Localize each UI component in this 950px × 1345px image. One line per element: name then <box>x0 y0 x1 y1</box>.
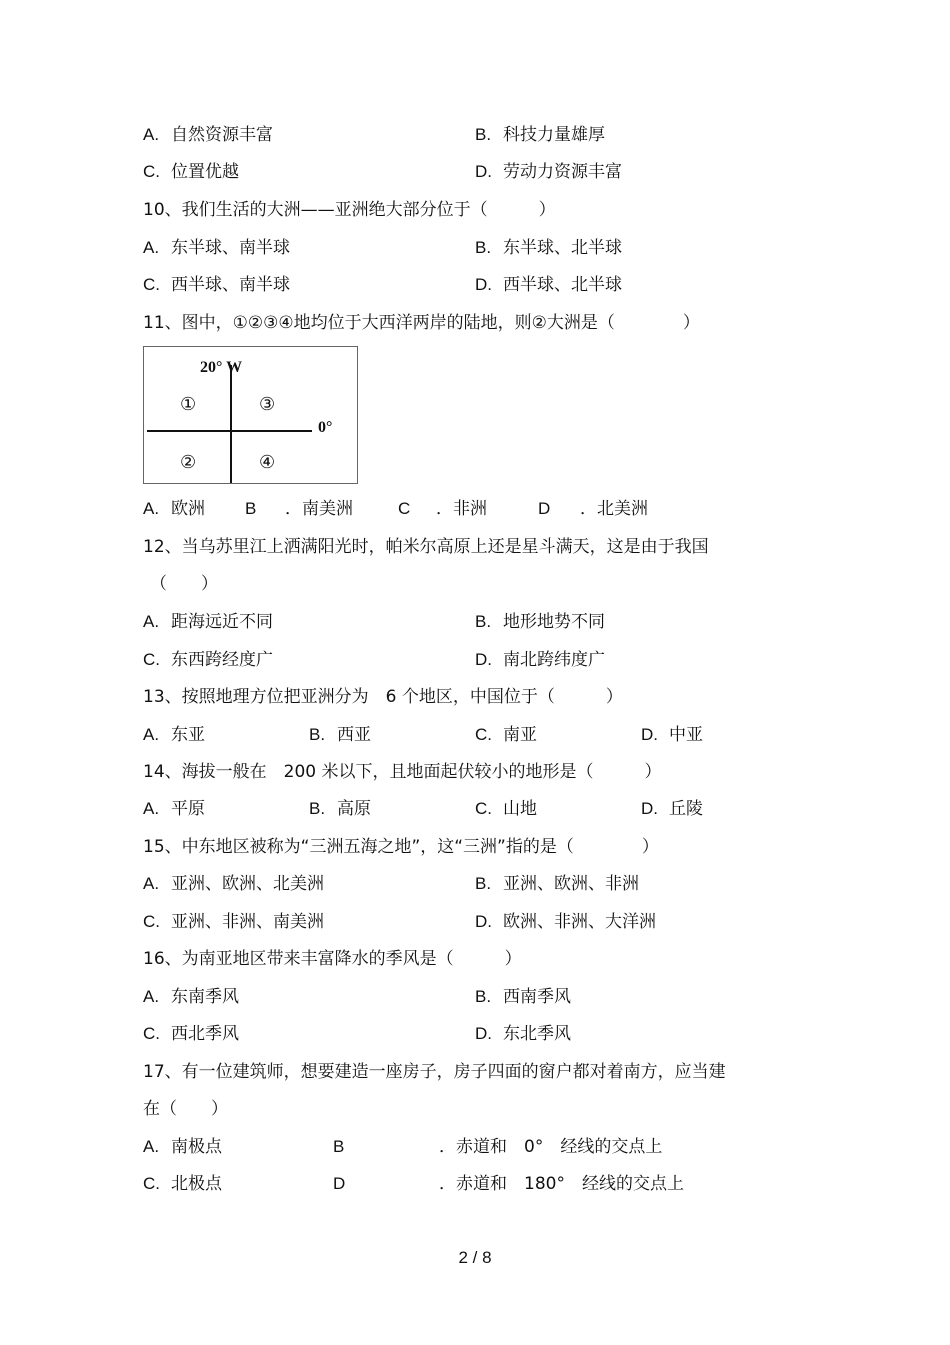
q12-option-a: A. 距海远近不同 <box>143 612 273 632</box>
q11-stem: 11、图中，①②③④地均位于大西洋两岸的陆地，则②大洲是（ ） <box>143 313 700 333</box>
q10-option-a: A. 东半球、南半球 <box>143 238 290 258</box>
q17-stem: 17、有一位建筑师，想要建造一座房子，房子四面的窗户都对着南方，应当建 <box>143 1062 726 1082</box>
q17-option-c: C. 北极点 <box>143 1174 222 1194</box>
q12-stem: 12、当乌苏里江上洒满阳光时，帕米尔高原上还是星斗满天，这是由于我国 <box>143 537 709 557</box>
q12-option-c: C. 东西跨经度广 <box>143 650 273 670</box>
q17-option-d: D ．赤道和 180° 经线的交点上 <box>333 1174 684 1194</box>
q14-option-a: A. 平原 <box>143 799 205 819</box>
q9-option-b: B. 科技力量雄厚 <box>475 125 605 145</box>
q12-option-b: B. 地形地势不同 <box>475 612 605 632</box>
q13-option-a: A. 东亚 <box>143 725 205 745</box>
region-2-label: ② <box>180 452 197 473</box>
q15-option-b: B. 亚洲、欧洲、非洲 <box>475 874 639 894</box>
q11-option-b: B ．南美洲 <box>245 499 353 519</box>
q17-option-a: A. 南极点 <box>143 1137 222 1157</box>
hemisphere-quadrant-figure <box>143 346 358 484</box>
equator-label: 0° <box>318 419 333 436</box>
q10-option-c: C. 西半球、南半球 <box>143 275 290 295</box>
q14-option-b: B. 高原 <box>309 799 371 819</box>
q13-option-d: D. 中亚 <box>641 725 703 745</box>
q9-option-c: C. 位置优越 <box>143 162 239 182</box>
q11-option-c: C ．非洲 <box>398 499 487 519</box>
q10-option-d: D. 西半球、北半球 <box>475 275 622 295</box>
q17-option-b: B ．赤道和 0° 经线的交点上 <box>333 1137 663 1157</box>
q16-option-c: C. 西北季风 <box>143 1024 239 1044</box>
q15-option-c: C. 亚洲、非洲、南美洲 <box>143 912 324 932</box>
region-1-label: ① <box>180 394 197 415</box>
q13-option-b: B. 西亚 <box>309 725 371 745</box>
q9-option-d: D. 劳动力资源丰富 <box>475 162 622 182</box>
q11-option-a: A. 欧洲 <box>143 499 205 519</box>
q14-option-d: D. 丘陵 <box>641 799 703 819</box>
q10-stem: 10、我们生活的大洲——亚洲绝大部分位于（ ） <box>143 200 556 220</box>
q16-option-d: D. 东北季风 <box>475 1024 571 1044</box>
q16-option-a: A. 东南季风 <box>143 987 239 1007</box>
meridian-label: 20° W <box>200 359 243 376</box>
q15-stem: 15、中东地区被称为“三洲五海之地”，这“三洲”指的是（ ） <box>143 837 659 857</box>
q12-stem-blank: （ ） <box>150 574 218 594</box>
q12-option-d: D. 南北跨纬度广 <box>475 650 605 670</box>
q17-stem-blank: 在（ ） <box>143 1099 228 1119</box>
region-3-label: ③ <box>259 394 276 415</box>
q15-option-d: D. 欧洲、非洲、大洋洲 <box>475 912 656 932</box>
q16-stem: 16、为南亚地区带来丰富降水的季风是（ ） <box>143 949 522 969</box>
q13-option-c: C. 南亚 <box>475 725 537 745</box>
q9-option-a: A. 自然资源丰富 <box>143 125 273 145</box>
q14-stem: 14、海拔一般在 200 米以下，且地面起伏较小的地形是（ ） <box>143 762 662 782</box>
region-4-label: ④ <box>259 452 276 473</box>
q14-option-c: C. 山地 <box>475 799 537 819</box>
q11-option-d: D ．北美洲 <box>538 499 648 519</box>
q16-option-b: B. 西南季风 <box>475 987 571 1007</box>
q15-option-a: A. 亚洲、欧洲、北美洲 <box>143 874 324 894</box>
q10-option-b: B. 东半球、北半球 <box>475 238 622 258</box>
page-number: 2 / 8 <box>458 1248 492 1267</box>
q13-stem: 13、按照地理方位把亚洲分为 6 个地区，中国位于（ ） <box>143 687 623 707</box>
